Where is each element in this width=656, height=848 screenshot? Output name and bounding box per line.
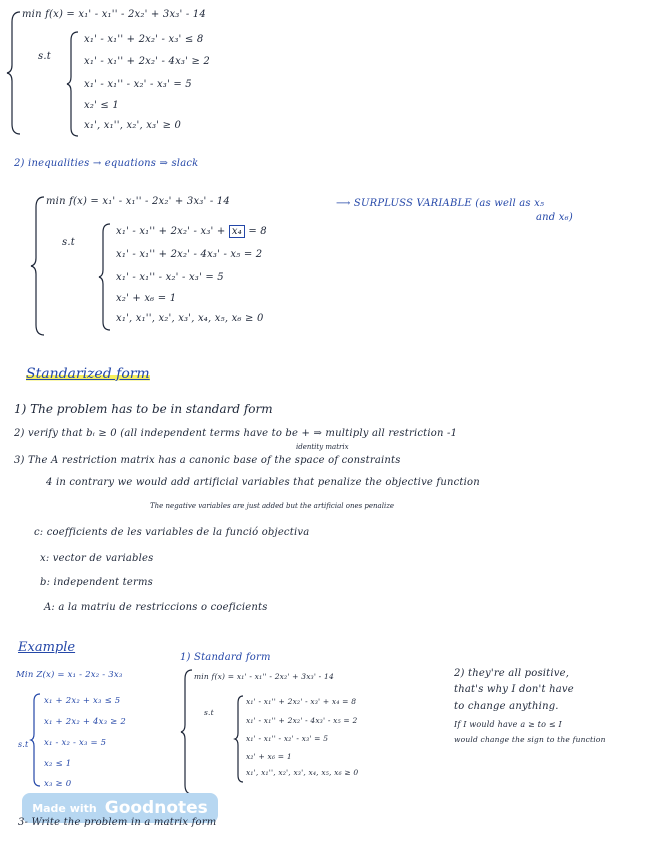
example-step-1: 1) Standard form	[180, 652, 271, 663]
ex-constraint-3: x₁ - x₂ - x₃ = 5	[44, 738, 107, 748]
identity-note: identity matrix	[296, 443, 349, 451]
penalize-note: The negative variables are just added but the artificial ones penalize	[150, 502, 395, 510]
std-item-3: 3) The A restriction matrix has a canonic base of the space of constraints	[14, 455, 401, 466]
p3-constraint-3: x₁' - x₁'' - x₂' - x₃' = 5	[246, 734, 329, 743]
outer-brace-1	[6, 10, 26, 136]
std-item-b: b: independent terms	[40, 577, 153, 588]
ex-step-3: 3- Write the problem in a matrix form	[18, 817, 217, 828]
ex-step-2a: 2) they're all positive,	[454, 668, 570, 679]
p2-objective: min f(x) = x₁' - x₁'' - 2x₂' + 3x₃' - 14	[46, 196, 230, 207]
p2-constraint-5: x₁', x₁'', x₂', x₃', x₄, x₅, x₆ ≥ 0	[116, 313, 264, 324]
ex-objective: Min Z(x) = x₁ - 2x₂ - 3x₃	[16, 670, 123, 680]
std-item-x: x: vector de variables	[40, 553, 154, 564]
ex-step-2c: to change anything.	[454, 701, 559, 712]
std-item-1: 1) The problem has to be in standard form	[14, 402, 273, 416]
ex-constraint-5: x₃ ≥ 0	[44, 779, 72, 789]
surplus-arrow: ⟶	[336, 198, 354, 209]
p2-constraint-4: x₂' + x₆ = 1	[116, 293, 177, 304]
standardized-title: Standarized form	[26, 366, 150, 382]
made-with-label: Made with	[32, 801, 97, 815]
goodnotes-brand: Goodnotes	[104, 798, 208, 818]
inner-brace-2	[98, 222, 114, 332]
ex-note-2: would change the sign to the function	[454, 735, 606, 744]
surplus-note: ⟶ SURPLUSS VARIABLE (as well as x₅	[336, 198, 545, 209]
std-item-a: A: a la matriu de restriccions o coeficients	[44, 602, 268, 613]
std-item-4: 4 in contrary we would add artificial variables that penalize the objective function	[46, 477, 480, 488]
ex-step-2b: that's why I don't have	[454, 684, 574, 695]
p3-constraint-1: x₁' - x₁'' + 2x₂' - x₃' + x₄ = 8	[246, 697, 357, 706]
p1-objective: min f(x) = x₁' - x₁'' - 2x₂' + 3x₃' - 14	[22, 9, 206, 20]
ex-note-1: If I would have a ≥ to ≤ I	[454, 720, 562, 729]
p3-objective: min f(x) = x₁' - x₁'' - 2x₂' + 3x₃' - 14	[194, 672, 334, 681]
std-item-2: 2) verify that bᵢ ≥ 0 (all independent terms have to be + ⇒ multiply all restriction -1	[14, 428, 458, 439]
p1-constraint-3: x₁' - x₁'' - x₂' - x₃' = 5	[84, 79, 192, 90]
p1-constraint-1: x₁' - x₁'' + 2x₂' - x₃' ≤ 8	[84, 34, 204, 45]
step-2-slack: 2) inequalities → equations ⇒ slack	[14, 158, 199, 169]
p1-constraint-4: x₂' ≤ 1	[84, 100, 119, 111]
ex-brace	[30, 692, 44, 788]
p1-constraint-2: x₁' - x₁'' + 2x₂' - 4x₃' ≥ 2	[84, 56, 210, 67]
slack-var-box: x₄	[229, 225, 245, 238]
p3-constraint-4: x₂' + x₆ = 1	[246, 752, 292, 761]
p2-constraint-1: x₁' - x₁'' + 2x₂' - x₃' + x₄ = 8	[116, 226, 267, 237]
p1-st: s.t	[38, 51, 51, 62]
inner-brace-3	[234, 694, 246, 784]
p2-constraint-2: x₁' - x₁'' + 2x₂' - 4x₃' - x₅ = 2	[116, 249, 263, 260]
ex-st: s.t	[18, 740, 29, 749]
p2-st: s.t	[62, 237, 75, 248]
p2-constraint-3: x₁' - x₁'' - x₂' - x₃' = 5	[116, 272, 224, 283]
surplus-note-2: and x₆)	[536, 212, 573, 223]
ex-constraint-1: x₁ + 2x₂ + x₃ ≤ 5	[44, 696, 121, 706]
p3-constraint-5: x₁', x₁'', x₂', x₃', x₄, x₅, x₆ ≥ 0	[246, 768, 359, 777]
inner-brace-1	[66, 30, 82, 138]
ex-constraint-2: x₁ + 2x₂ + 4x₃ ≥ 2	[44, 717, 127, 727]
outer-brace-3	[180, 668, 196, 796]
p3-constraint-2: x₁' - x₁'' + 2x₂' - 4x₃' - x₅ = 2	[246, 716, 358, 725]
outer-brace-2	[30, 195, 50, 337]
example-title: Example	[18, 640, 76, 655]
p3-st: s.t	[204, 708, 214, 717]
p1-constraint-5: x₁', x₁'', x₂', x₃' ≥ 0	[84, 120, 182, 131]
std-item-c: c: coefficients de les variables de la funció objectiva	[34, 527, 310, 538]
ex-constraint-4: x₂ ≤ 1	[44, 759, 72, 769]
